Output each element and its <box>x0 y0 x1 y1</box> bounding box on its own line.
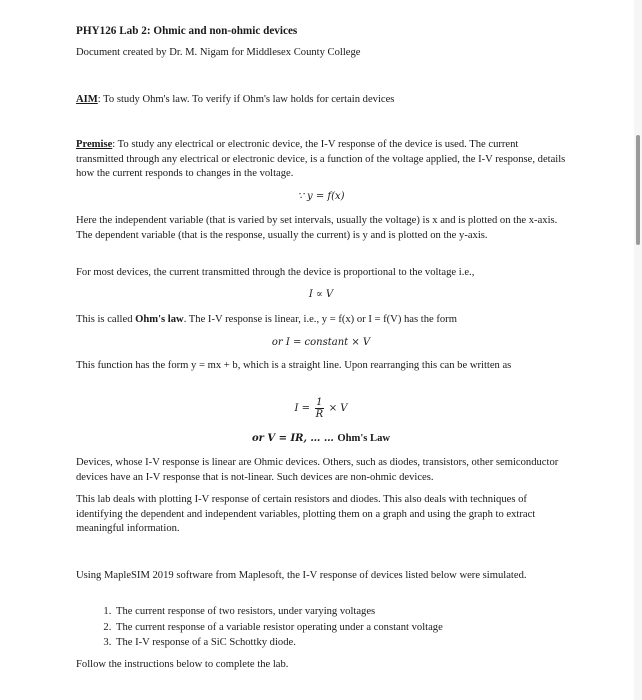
simulation-list-wrapper <box>76 605 566 652</box>
document-title: PHY126 Lab 2: Ohmic and non-ohmic devices <box>76 25 298 37</box>
premise-label: Premise <box>76 139 113 150</box>
list-item: 1. The current response of two resistors, under varying voltages <box>114 605 566 620</box>
equation-ohms-law-label: Ohm's Law <box>337 433 391 444</box>
ohms-law-intro-1: This is called <box>76 314 136 325</box>
premise-paragraph <box>76 138 566 182</box>
premise-text: : To study any electrical or electronic device, the I-V response of the device is used. The current transmitted through any electrical or electronic device, is a function of the voltage applied, the I-V response, details how the current responds to changes in the voltage. <box>76 139 566 179</box>
list-item: 3. The I-V response of a SiC Schottky diode. <box>114 636 566 651</box>
scrollbar-thumb[interactable] <box>636 135 640 245</box>
straight-line-paragraph: This function has the form y = mx + b, which is a straight line. Upon rearranging this can be written as <box>76 360 512 371</box>
equation-constant: or I = constant × V <box>271 337 371 348</box>
maplesim-paragraph: Using MapleSIM 2019 software from Maplesoft, the I-V response of devices listed below were simulated. <box>76 570 527 581</box>
devices-paragraph: Devices, whose I-V response is linear are Ohmic devices. Others, such as diodes, transistors, other semiconductor devices have an I-V response that is not-linear. Such devices are non-ohmic devices. <box>76 457 559 483</box>
equation-fraction <box>76 397 566 420</box>
ohms-law-intro-2: . The I-V response is linear, i.e., y = f(x) or I = f(V) has the form <box>183 314 457 325</box>
equation-ohms-law <box>76 432 566 447</box>
simulation-list <box>76 605 566 651</box>
fraction-numerator: 1 <box>316 397 323 408</box>
ohms-law-term: Ohm's law <box>135 314 184 325</box>
aim-text: : To study Ohm's law. To verify if Ohm's law holds for certain devices <box>97 94 395 105</box>
equation-fraction-rhs: × V <box>328 403 348 414</box>
equation-proportional: I ∝ V <box>308 289 334 300</box>
author-line: Document created by Dr. M. Nigam for Middlesex County College <box>76 47 361 58</box>
fraction-denominator: R <box>315 409 324 420</box>
aim-paragraph <box>76 93 566 108</box>
scrollbar-track[interactable] <box>634 0 642 700</box>
aim-label: AIM <box>76 94 98 105</box>
variables-paragraph: Here the independent variable (that is varied by set intervals, usually the voltage) is x and is plotted on the x-axis. The dependent variable (that is the response, usually the current) is y and is plotted on the y-axis. <box>76 215 558 241</box>
equation-fraction-lhs: I = <box>294 403 310 414</box>
lab-paragraph: This lab deals with plotting I-V response of certain resistors and diodes. This also deals with techniques of identifying the dependent and independent variables, plotting them on a graph and using the graph to extract meaningful information. <box>76 494 536 534</box>
follow-instructions-line: Follow the instructions below to complete the lab. <box>76 659 289 670</box>
equation-y-fx: ∵ y = f(x) <box>297 191 345 202</box>
fraction-one-over-r <box>315 397 323 420</box>
ohms-law-paragraph <box>76 313 566 328</box>
list-item: 2. The current response of a variable resistor operating under a constant voltage <box>114 621 566 636</box>
equation-ohms-law-math: or V = IR, … … <box>251 433 338 444</box>
most-devices-paragraph: For most devices, the current transmitted through the device is proportional to the voltage i.e., <box>76 267 475 278</box>
